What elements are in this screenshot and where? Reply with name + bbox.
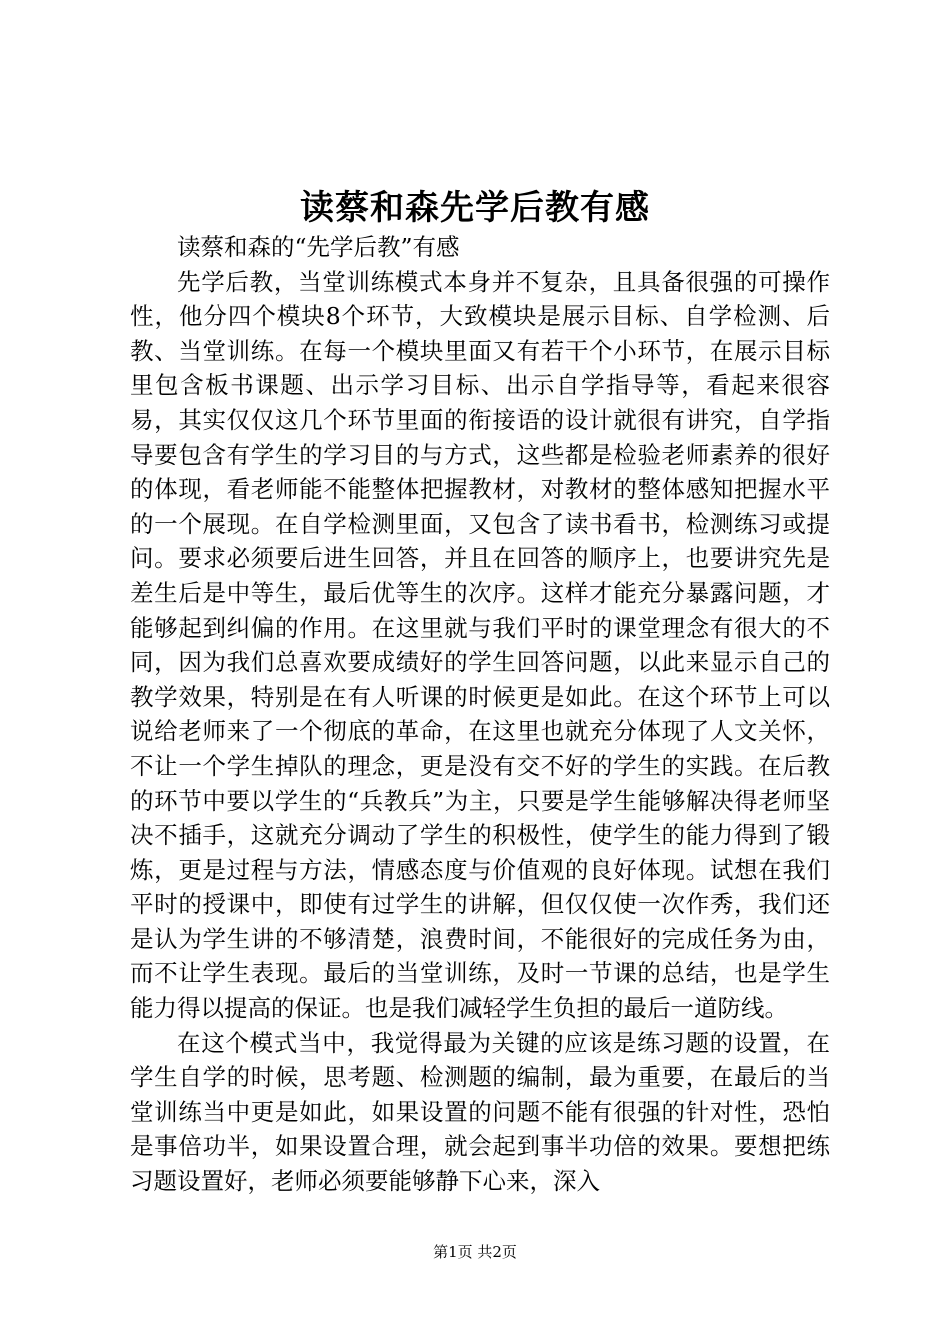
body-paragraph-1: 先学后教，当堂训练模式本身并不复杂，且具备很强的可操作性，他分四个模块8个环节，大致模块是展示目标、自学检测、后教、当堂训练。在每一个模块里面又有若干个小环节，在展示目标里包含板书课题、出示学习目标、出示自学指导等，看起来很容易，其实仅仅这几个环节里面的衔接语的设计就很有讲究，自学指导要包含有学生的学习目的与方式，这些都是检验老师素养的很好的体现，看老师能不能整体把握教材，对教材的整体感知把握水平的一个展现。在自学检测里面，又包含了读书看书，检测练习或提问。要求必须要后进生回答，并且在回答的顺序上，也要讲究先是差生后是中等生，最后优等生的次序。这样才能充分暴露问题，才能够起到纠偏的作用。在这里就与我们平时的课堂理念有很大的不同，因为我们总喜欢要成绩好的学生回答问题，以此来显示自己的教学效果，特别是在有人听课的时候更是如此。在这个环节上可以说给老师来了一个彻底的革命，在这里也就充分体现了人文关怀，不让一个学生掉队的理念，更是没有交不好的学生的实践。在后教的环节中要以学生的“兵教兵”为主，只要是学生能够解决得老师坚决不插手，这就充分调动了学生的积极性，使学生的能力得到了锻炼，更是过程与方法，情感态度与价值观的良好体现。试想在我们平时的授课中，即使有过学生的讲解，但仅仅使一次作秀，我们还是认为学生讲的不够清楚，浪费时间，不能很好的完成任务为由，而不让学生表现。最后的当堂训练，及时一节课的总结，也是学生能力得以提高的保证。也是我们减轻学生负担的最后一道防线。 xyxy=(130,267,830,1023)
page-number-footer: 第1页 共2页 xyxy=(433,1243,517,1261)
document-body xyxy=(130,230,830,1199)
body-paragraph-2: 在这个模式当中，我觉得最为关键的应该是练习题的设置，在学生自学的时候，思考题、检测题的编制，最为重要，在最后的当堂训练当中更是如此，如果设置的问题不能有很强的针对性，恐怕是事倍功半，如果设置合理，就会起到事半功倍的效果。要想把练习题设置好，老师必须要能够静下心来，深入 xyxy=(130,1028,830,1196)
subtitle-paragraph: 读蔡和森的“先学后教”有感 xyxy=(177,233,460,261)
document-title: 读蔡和森先学后教有感 xyxy=(300,188,650,228)
